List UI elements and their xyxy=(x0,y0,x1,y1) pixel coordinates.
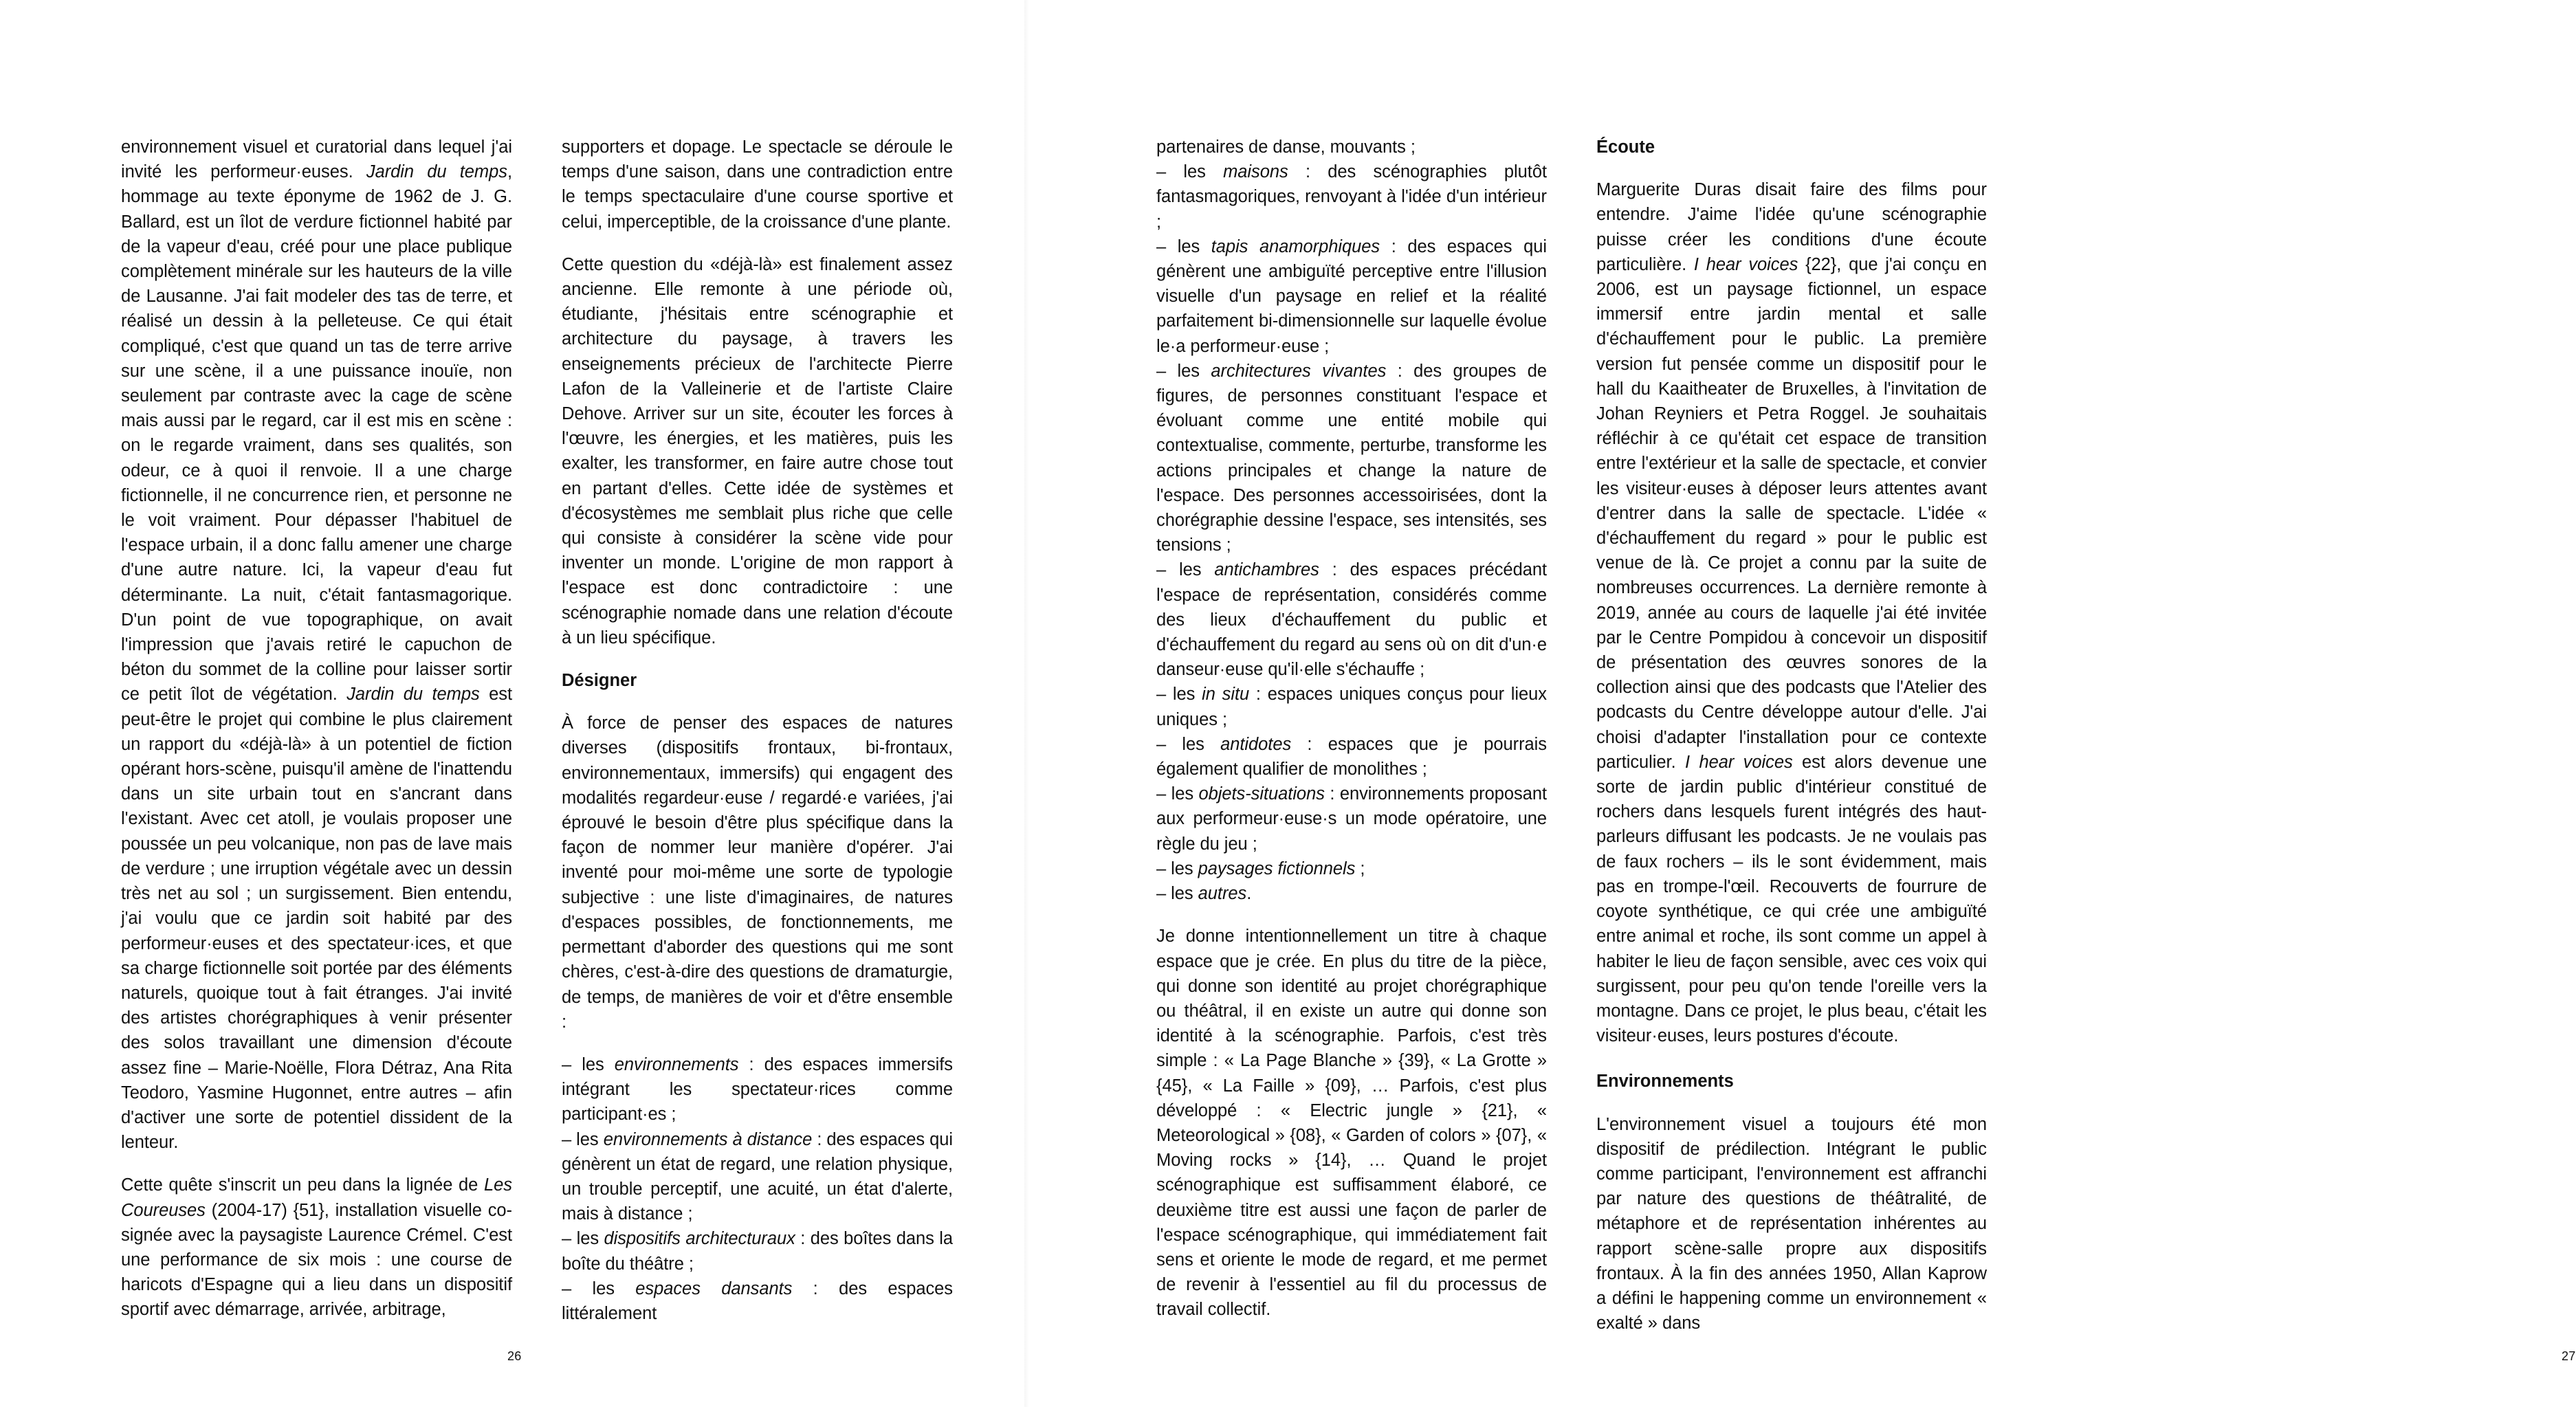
folio-left: 26 xyxy=(507,1349,522,1363)
page-left xyxy=(0,0,1028,1407)
list-item: – les antichambres : des espaces précédant l'espace de représentation, considérés comme des lieux d'échauffement du public et d'échauffement du regard au sens où on dit d'un·e danseur·euse qu'il·elle s'échauffe ; xyxy=(1156,560,1547,680)
list-item: partenaires de danse, mouvants ; xyxy=(1156,137,1416,157)
section-heading-designer: Désigner xyxy=(562,671,637,691)
list-item: – les dispositifs architecturaux : des boîtes dans la boîte du théâtre ; xyxy=(562,1229,953,1274)
page-right xyxy=(1028,0,2576,1407)
right-column-1 xyxy=(1156,135,1547,1336)
right-column-2 xyxy=(1596,135,1987,1336)
list-item: – les autres. xyxy=(1156,884,1252,904)
typology-list-left xyxy=(562,1052,953,1326)
paragraph: L'environnement visuel a toujours été mon dispositif de prédilection. Intégrant le public comme participant, l'environnement est affranchi par nature des questions de théâtralité, de métaphore et de représentation inhérentes au rapport scène-salle propre aux dispositifs frontaux. À la fin des années 1950, Allan Kaprow a défini le happening comme un environnement « exalté » dans xyxy=(1596,1114,1987,1333)
paragraph: Je donne intentionnellement un titre à chaque espace que je crée. En plus du titre de la pièce, qui donne son identité au projet chorégraphique ou théâtral, il en existe un autre qui donne son identité à la scénographie. Parfois, c'est très simple : « La Page Blanche » {39}, « La Grotte » {45}, « La Faille » {09}, … Parfois, c'est plus développé : « Electric jungle » {21}, « Meteorological » {08}, « Garden of colors » {07}, « Moving rocks » {14}, … Quand le projet scénographique est suffisamment élaboré, ce deuxième titre est aussi une façon de parler de l'espace scénographique, qui immédiatement fait sens et oriente le mode de regard, et me permet de revenir à l'essentiel au fil du processus de travail collectif. xyxy=(1156,927,1547,1320)
left-column-2 xyxy=(562,135,953,1344)
left-column-1 xyxy=(121,135,512,1344)
list-item: – les in situ : espaces uniques conçus pour lieux uniques ; xyxy=(1156,685,1547,729)
list-item: – les paysages fictionnels ; xyxy=(1156,858,1365,878)
list-item: – les architectures vivantes : des groupes de figures, de personnes constituant l'espace et évoluant comme une entité mobile qui contextualise, commente, perturbe, transforme les actions principales et change la nature de l'espace. Des personnes accessoirisées, dont la chorégraphie dessine l'espace, ses intensités, ses tensions ; xyxy=(1156,361,1547,555)
list-item: – les maisons : des scénographies plutôt fantasmagoriques, renvoyant à l'idée d'un intérieur ; xyxy=(1156,162,1547,232)
list-item: – les antidotes : espaces que je pourrais également qualifier de monolithes ; xyxy=(1156,734,1547,779)
paragraph: supporters et dopage. Le spectacle se déroule le temps d'une saison, dans une contradiction entre le temps spectaculaire d'une course sportive et celui, imperceptible, de la croissance d'une plante. xyxy=(562,137,953,232)
list-item: – les environnements à distance : des espaces qui génèrent un état de regard, une relation physique, un trouble perceptif, une acuité, un état d'alerte, mais à distance ; xyxy=(562,1129,953,1224)
paragraph: environnement visuel et curatorial dans lequel j'ai invité les performeur·euses. Jardin du temps, hommage au texte éponyme de 1962 de J. G. Ballard, est un îlot de verdure fictionnel habité par de la vapeur d'eau, créé pour une place publique complètement minérale sur les hauteurs de la ville de Lausanne. J'ai fait modeler des tas de terre, et réalisé un dessin à la pelleteuse. Ce qui était compliqué, c'est que quand un tas de terre arrive sur une scène, il a une puissance inouïe, non seulement par contraste avec la cage de scène mais aussi par le regard, car il est mis en scène : on le regarde vraiment, dans ses qualités, son odeur, ce à quoi il renvoie. Il a une charge fictionnelle, il ne concurrence rien, et personne ne le voit vraiment. Pour dépasser l'habituel de l'espace urbain, il a donc fallu amener une charge d'une autre nature. Ici, la vapeur d'eau fut déterminante. La nuit, c'était fantasmagorique. D'un point de vue topographique, on avait l'impression que j'avais retiré le capuchon de béton du sommet de la colline pour laisser sortir ce petit îlot de végétation. Jardin du temps est peut-être le projet qui combine le plus clairement un rapport du «déjà-là» à un potentiel de fiction opérant hors-scène, puisqu'il amène de l'inattendu dans un site urbain tout en s'ancrant dans l'existant. Avec cet atoll, je voulais proposer une poussée un peu volcanique, non pas de lave mais de verdure ; une irruption végétale avec un dessin très net au sol ; un surgissement. Bien entendu, j'ai voulu que ce jardin soit habité par des performeur·euses et des spectateur·ices, et que sa charge fictionnelle soit portée par des éléments naturels, quoique tout à fait étranges. J'ai invité des artistes chorégraphiques à venir présenter des solos travaillant une dimension d'écoute assez fine – Marie-Noëlle, Flora Détraz, Ana Rita Teodoro, Yasmine Hugonnet, entre autres – afin d'activer une sorte de potentiel dissident de la lenteur. xyxy=(121,137,512,1153)
folio-right: 27 xyxy=(2562,1349,2576,1363)
list-item: – les environnements : des espaces immersifs intégrant les spectateur·rices comme participant·es ; xyxy=(562,1054,953,1125)
right-page-columns xyxy=(1156,135,1987,1336)
typology-list-right xyxy=(1156,135,1547,906)
list-item: – les objets-situations : environnements proposant aux performeur·euse·s un mode opératoire, une règle du jeu ; xyxy=(1156,784,1547,854)
paragraph: Marguerite Duras disait faire des films pour entendre. J'aime l'idée qu'une scénographie puisse créer les conditions d'une écoute particulière. I hear voices {22}, que j'ai conçu en 2006, est un paysage fictionnel, un espace immersif entre jardin mental et salle d'échauffement pour le public. La première version fut pensée comme un dispositif pour le hall du Kaaitheater de Bruxelles, à l'invitation de Johan Reyniers et Petra Roggel. Je souhaitais réfléchir à ce qu'était cet espace de transition entre l'extérieur et la salle de spectacle, et convier les visiteur·euses à déposer leurs attentes avant d'entrer dans la salle de spectacle. L'idée « d'échauffement du regard » pour le public est venue de là. Ce projet a connu par la suite de nombreuses occurrences. La dernière remonte à 2019, année au cours de laquelle j'ai été invitée par le Centre Pompidou à concevoir un dispositif de présentation des œuvres sonores de la collection ainsi que des podcasts que l'Atelier des podcasts du Centre développe autour d'elle. J'ai choisi d'adapter l'installation pour ce contexte particulier. I hear voices est alors devenue une sorte de jardin public d'intérieur constitué de rochers dans lesquels furent intégrés des haut-parleurs diffusant les podcasts. Je ne voulais pas de faux rochers – ils le sont évidemment, mais pas en trompe-l'œil. Recouverts de fourrure de coyote synthétique, ce qui crée une ambiguïté entre animal et roche, ils sont comme un appel à habiter le lieu de façon sensible, avec ces voix qui surgissent, pour peu qu'on tende l'oreille vers la montagne. Dans ce projet, le plus beau, c'était les visiteur·euses, leurs postures d'écoute. xyxy=(1596,180,1987,1046)
left-page-columns xyxy=(121,135,953,1344)
list-item: – les tapis anamorphiques : des espaces qui génèrent une ambiguïté perceptive entre l'illusion visuelle d'un paysage en relief et la réalité parfaitement bi-dimensionnelle sur laquelle évolue le·a performeur·euse ; xyxy=(1156,236,1547,356)
paragraph: Cette quête s'inscrit un peu dans la lignée de Les Coureuses (2004-17) {51}, installation visuelle co-signée avec la paysagiste Laurence Crémel. C'est une performance de six mois : une course de haricots d'Espagne qui a lieu dans un dispositif sportif avec démarrage, arrivée, arbitrage, xyxy=(121,1175,512,1320)
paragraph: Cette question du «déjà-là» est finalement assez ancienne. Elle remonte à une période où, étudiante, j'hésitais entre scénographie et architecture du paysage, à travers les enseignements précieux de l'architecte Pierre Lafon de la Valleinerie et de l'artiste Claire Dehove. Arriver sur un site, écouter les forces à l'œuvre, les énergies, et les matières, puis les exalter, les transformer, en faire autre chose tout en partant d'elles. Cette idée de systèmes et d'écosystèmes me semblait plus riche que celle qui consiste à considérer la scène vide pour inventer un monde. L'origine de mon rapport à l'espace est donc contradictoire : une scénographie nomade dans une relation d'écoute à un lieu spécifique. xyxy=(562,254,953,647)
section-heading-environnements: Environnements xyxy=(1596,1072,1734,1092)
paragraph: À force de penser des espaces de natures diverses (dispositifs frontaux, bi-frontaux, environnementaux, immersifs) qui engagent des modalités regardeur·euse / regardé·e variées, j'ai éprouvé le besoin d'être plus spécifique dans la façon de nommer leur manière d'opérer. J'ai inventé pour moi-même une sorte de typologie subjective : une liste d'imaginaires, de natures d'espaces possibles, de fonctionnements, me permettant d'aborder des questions qui me sont chères, c'est-à-dire des questions de dramaturgie, de temps, de manières de voir et d'être ensemble : xyxy=(562,713,953,1032)
section-heading-ecoute: Écoute xyxy=(1596,137,1655,157)
list-item: – les espaces dansants : des espaces littéralement xyxy=(562,1278,953,1323)
